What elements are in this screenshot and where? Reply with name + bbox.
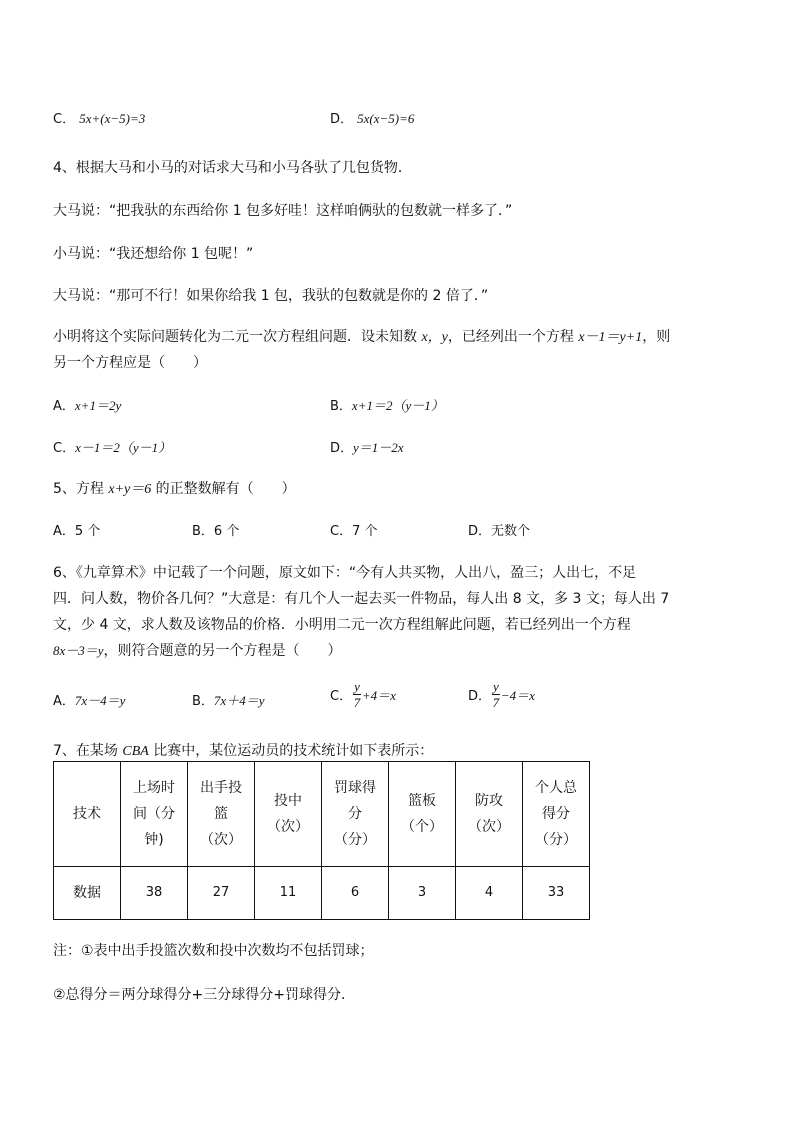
option-expr: x+1＝2y bbox=[74, 398, 122, 413]
q7-stem bbox=[53, 740, 433, 760]
header-text: （分） bbox=[334, 832, 376, 848]
league-name: CBA bbox=[122, 744, 149, 759]
option-label: A． bbox=[53, 399, 75, 414]
option-expr: 5x+(x−5)=3 bbox=[79, 111, 146, 126]
header-text: 得分 bbox=[542, 806, 570, 822]
table-cell: 27 bbox=[188, 867, 255, 920]
header-cell-made bbox=[255, 762, 322, 867]
header-text: （次） bbox=[267, 819, 309, 835]
option-label: D． bbox=[330, 441, 354, 456]
q4-option-d bbox=[330, 437, 404, 456]
table-cell: 11 bbox=[255, 867, 322, 920]
option-label: D． bbox=[330, 112, 354, 127]
option-expr: 7x＋4＝y bbox=[213, 693, 265, 708]
q6-line-4 bbox=[53, 640, 342, 660]
row-label: 数据 bbox=[54, 867, 121, 920]
q6-option-c bbox=[330, 680, 396, 709]
option-expr: y＝1－2x bbox=[353, 440, 404, 455]
denominator: 7 bbox=[353, 695, 361, 710]
numerator: y bbox=[354, 679, 360, 694]
option-label: C． bbox=[53, 112, 76, 127]
header-text: 防攻 bbox=[475, 793, 503, 809]
q5-option-c bbox=[330, 520, 377, 539]
text: ，已经列出一个方程 bbox=[447, 329, 579, 345]
header-text: 出手投 bbox=[200, 780, 242, 796]
text: ，则符合题意的另一个方程是（ ） bbox=[103, 643, 342, 659]
option-expr: 7x－4＝y bbox=[74, 693, 126, 708]
option-text: 7 个 bbox=[352, 524, 378, 539]
option-text: 6 个 bbox=[213, 524, 240, 539]
table-header-row bbox=[54, 762, 590, 867]
q6-option-d bbox=[468, 680, 535, 709]
option-expr: +4＝x bbox=[361, 688, 396, 703]
q7-note-1: 注：①表中出手投篮次数和投中次数均不包括罚球； bbox=[53, 943, 374, 959]
header-text: 罚球得 bbox=[334, 780, 376, 796]
header-text: 分 bbox=[348, 806, 362, 822]
table-cell: 6 bbox=[322, 867, 389, 920]
header-text: 间（分 bbox=[133, 806, 175, 822]
option-expr: x+1＝2（y－1） bbox=[351, 398, 444, 413]
q4-dialog-3: 大马说：“那可不行！如果你给我 1 包，我驮的包数就是你的 2 倍了．” bbox=[53, 288, 489, 304]
q4-option-c bbox=[53, 437, 171, 456]
fraction bbox=[353, 680, 361, 709]
table-cell: 38 bbox=[121, 867, 188, 920]
header-text: 技术 bbox=[73, 806, 101, 822]
q5-option-b bbox=[192, 520, 239, 539]
header-cell-total bbox=[523, 762, 590, 867]
option-label: B． bbox=[192, 694, 214, 709]
stats-table bbox=[53, 761, 590, 920]
q3-option-d bbox=[330, 108, 414, 127]
q4-option-a bbox=[53, 395, 121, 414]
header-cell-free-throws bbox=[322, 762, 389, 867]
option-text: 5 个 bbox=[74, 524, 101, 539]
text: 5、方程 bbox=[53, 481, 109, 497]
header-text: （次） bbox=[468, 819, 510, 835]
option-label: D． bbox=[468, 689, 492, 704]
q4-dialog-1: 大马说：“把我驮的东西给你 1 包多好哇！这样咱俩驮的包数就一样多了．” bbox=[53, 203, 513, 219]
header-cell-attacks bbox=[456, 762, 523, 867]
table-cell: 3 bbox=[389, 867, 456, 920]
header-text: 投中 bbox=[274, 793, 302, 809]
q6-line-2: 四．问人数，物价各几何？”大意是：有几个人一起去买一件物品，每人出 8 文，多 3 文；每人出 7 bbox=[53, 591, 670, 607]
header-cell-minutes bbox=[121, 762, 188, 867]
option-label: C． bbox=[53, 441, 76, 456]
denominator: 7 bbox=[492, 695, 500, 710]
option-label: A． bbox=[53, 694, 75, 709]
header-text: （次） bbox=[200, 832, 242, 848]
header-cell-shots bbox=[188, 762, 255, 867]
option-label: C． bbox=[330, 689, 353, 704]
option-label: A． bbox=[53, 524, 75, 539]
table-cell: 4 bbox=[456, 867, 523, 920]
q6-option-a bbox=[53, 690, 125, 709]
q4-question-line-1 bbox=[53, 326, 670, 346]
q4-option-b bbox=[330, 395, 444, 414]
q3-option-c bbox=[53, 108, 145, 127]
header-cell-skill bbox=[54, 762, 121, 867]
equation: x+y＝6 bbox=[108, 482, 152, 497]
q4-stem: 4、根据大马和小马的对话求大马和小马各驮了几包货物． bbox=[53, 160, 412, 176]
header-cell-rebounds bbox=[389, 762, 456, 867]
header-text: 上场时 bbox=[133, 780, 175, 796]
q5-option-a bbox=[53, 520, 100, 539]
text: 比赛中，某位运动员的技术统计如下表所示： bbox=[148, 743, 434, 759]
q5-stem bbox=[53, 478, 296, 498]
header-text: 个人总 bbox=[535, 780, 577, 796]
option-label: B． bbox=[192, 524, 214, 539]
q4-question-line-2: 另一个方程应是（ ） bbox=[53, 355, 207, 371]
variables: x，y bbox=[421, 330, 448, 345]
q6-option-b bbox=[192, 690, 264, 709]
numerator: y bbox=[493, 679, 499, 694]
header-text: 钟) bbox=[144, 832, 164, 848]
text: 7、在某场 bbox=[53, 743, 123, 759]
q5-option-d bbox=[468, 520, 530, 539]
option-expr: x－1＝2（y－1） bbox=[75, 440, 172, 455]
q6-line-3: 文，少 4 文，求人数及该物品的价格．小明用二元一次方程组解此问题，若已经列出一个方程 bbox=[53, 617, 631, 633]
header-text: 篮板 bbox=[408, 793, 436, 809]
option-label: C． bbox=[330, 524, 353, 539]
fraction bbox=[492, 680, 500, 709]
header-text: 篮 bbox=[214, 806, 228, 822]
text: 小明将这个实际问题转化为二元一次方程组问题．设未知数 bbox=[53, 329, 422, 345]
option-label: B． bbox=[330, 399, 352, 414]
table-cell: 33 bbox=[523, 867, 590, 920]
equation: 8x－3＝y bbox=[53, 643, 104, 658]
header-text: （分） bbox=[535, 832, 577, 848]
option-expr: −4＝x bbox=[500, 688, 535, 703]
header-text: （个） bbox=[401, 819, 443, 835]
q4-dialog-2: 小马说：“我还想给你 1 包呢！” bbox=[53, 246, 254, 262]
equation: x－1＝y+1 bbox=[578, 330, 643, 345]
option-expr: 5x(x−5)=6 bbox=[357, 111, 415, 126]
text: ，则 bbox=[642, 329, 671, 345]
q6-line-1: 6、《九章算术》中记载了一个问题，原文如下：“今有人共买物，人出八，盈三；人出七，不足 bbox=[53, 565, 637, 581]
option-label: D． bbox=[468, 524, 492, 539]
text: 的正整数解有（ ） bbox=[151, 481, 296, 497]
option-text: 无数个 bbox=[491, 524, 531, 539]
q7-note-2: ②总得分＝两分球得分+三分球得分+罚球得分． bbox=[53, 987, 356, 1003]
table-row bbox=[54, 867, 590, 920]
